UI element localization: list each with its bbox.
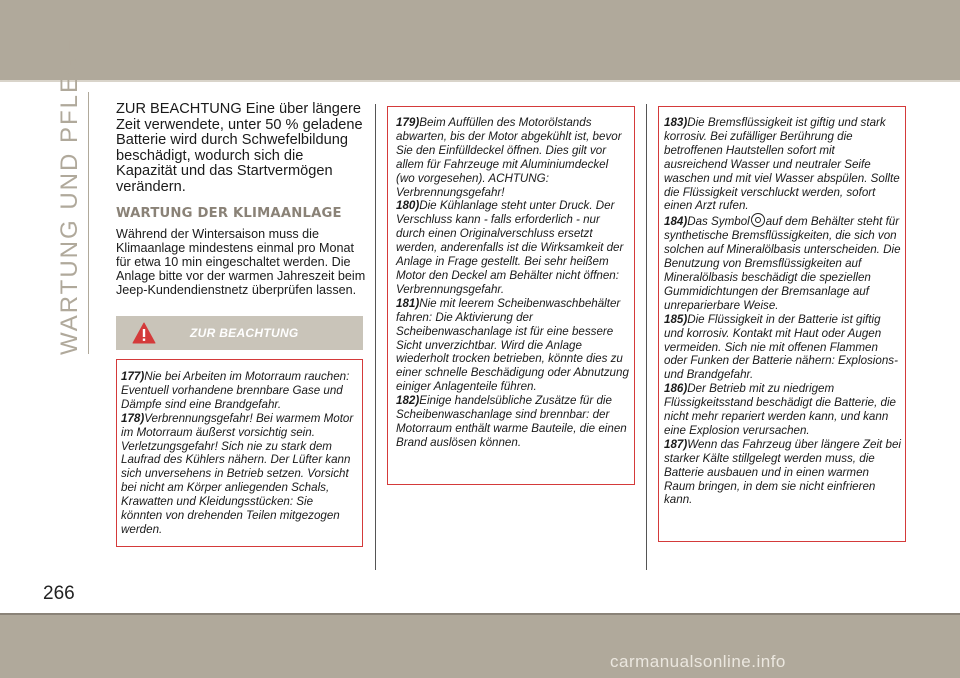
item-number: 182) xyxy=(396,394,420,408)
item-text: Das Symbol xyxy=(687,215,750,229)
warning-item xyxy=(121,412,357,537)
item-number: 185) xyxy=(664,312,688,326)
item-text: Nie mit leerem Scheibenwaschbehälter fahren: Die Aktivierung der Scheibenwaschanlage ist für eine bessere Sicht unverzichtbar. Wird die Anlage wiederholt trocken betrieben, könnte dies zu einer schnelle Beschädigung oder Abnutzung einiger Anlagenteile führen. xyxy=(396,296,629,394)
warning-item xyxy=(664,213,901,312)
item-text: Einige handelsübliche Zusätze für die Scheibenwaschanlage sind brennbar: der Motorraum enthält warme Bauteile, die einen Brand auslösen können. xyxy=(396,394,627,449)
chapter-title: WARTUNG UND PFLEGE xyxy=(56,36,83,355)
bottom-band xyxy=(0,613,960,678)
bottom-band-rule xyxy=(0,613,960,615)
item-text: Nie bei Arbeiten im Motorraum rauchen: Eventuell vorhandene brennbare Gase und Dämpfe sind eine Brandgefahr. xyxy=(121,370,350,411)
warning-item xyxy=(396,116,630,199)
warning-item xyxy=(664,116,901,213)
column-divider-2 xyxy=(646,104,647,570)
item-text: Wenn das Fahrzeug über längere Zeit bei starker Kälte stillgelegt werden muss, die Batterie ausbauen und in einen warmen Raum bringen, in dem sie nicht einfrieren kann. xyxy=(664,437,901,507)
warning-item xyxy=(664,438,901,508)
top-band xyxy=(0,0,960,80)
warning-header-label: ZUR BEACHTUNG xyxy=(190,326,299,340)
item-number: 179) xyxy=(396,116,420,129)
item-text: Die Flüssigkeit in der Batterie ist giftig und korrosiv. Kontakt mit Haut oder Augen vermeiden. Sich nie mit offenen Flammen oder Funken der Batterie nähern: Explosions- und Brandgefahr. xyxy=(664,312,898,382)
page-number: 266 xyxy=(43,583,75,604)
item-text: Die Kühlanlage steht unter Druck. Der Verschluss kann - falls erforderlich - nur durch einen Originalverschluss ersetzt werden, anderenfalls ist die Wirksamkeit der Anlage in Frage gestellt. Bei sehr heißem Motor den Deckel am Behälter nicht öffnen: Verbrennungsgefahr. xyxy=(396,199,624,296)
item-text: Beim Auffüllen des Motorölstands abwarten, bis der Motor abgekühlt ist, bevor Sie den Einfülldeckel öffnen. Dies gilt vor allem für Fahrzeuge mit Aluminiumdeckel (wo vorgesehen). ACHTUNG: Verbrennungsgefahr! xyxy=(396,116,622,199)
item-number: 187) xyxy=(664,437,688,451)
item-number: 180) xyxy=(396,199,420,213)
column-divider-1 xyxy=(375,104,376,570)
warning-triangle-icon xyxy=(132,322,156,344)
column-1 xyxy=(116,102,366,297)
warning-header xyxy=(116,316,363,350)
warning-item xyxy=(664,313,901,383)
intro-note: ZUR BEACHTUNG Eine über längere Zeit verwendete, unter 50 % geladene Batterie wird durch Schwefelbildung beschädigt, wodurch sich die Kapazität und das Startvermögen verändern. xyxy=(116,101,363,195)
item-number: 177) xyxy=(121,370,145,383)
warning-box-2 xyxy=(387,106,635,485)
item-text: Die Bremsflüssigkeit ist giftig und stark korrosiv. Bei zufälliger Berührung die betroffenen Hautstellen sofort mit ausreichend Wasser und neutraler Seife waschen und mit viel Wasser abspülen. Sollte die Flüssigkeit verschluckt werden, sofort einen Arzt rufen. xyxy=(664,116,900,213)
item-number: 178) xyxy=(121,411,145,425)
section-body: Während der Wintersaison muss die Klimaanlage mindestens einmal pro Monat für etwa 10 min eingeschaltet werden. Die Anlage bitte vor der warmen Jahreszeit beim Jeep-Kundendienstnetz überprüfen lassen. xyxy=(116,226,366,297)
warning-box-1 xyxy=(116,359,363,547)
warning-item xyxy=(396,199,630,296)
section-title: WARTUNG DER KLIMAANLAGE xyxy=(116,205,342,221)
warning-item xyxy=(396,394,630,450)
item-number: 183) xyxy=(664,116,688,129)
top-band-rule xyxy=(0,80,960,82)
warning-item xyxy=(664,382,901,438)
item-text: Verbrennungsgefahr! Bei warmem Motor im Motorraum äußerst vorsichtig sein. Verletzungsgefahr! Sich nie zu stark dem Laufrad des Kühlers nähern. Der Lüfter kann sich unversehens in Betrieb setzen. Vorsicht bei nicht am Körper anliegenden Schals, Krawatten und Kleidungsstücken: Sie könnten von drehenden Teilen mitgezogen werden. xyxy=(121,411,354,536)
side-divider xyxy=(88,92,89,354)
brake-fluid-symbol-icon xyxy=(751,213,765,227)
item-number: 186) xyxy=(664,382,688,396)
warning-item xyxy=(396,297,630,394)
warning-box-3 xyxy=(658,106,906,542)
warning-item xyxy=(121,370,357,412)
item-text: Der Betrieb mit zu niedrigem Flüssigkeitsstand beschädigt die Batterie, die nicht mehr repariert werden kann, und kann eine Explosion verursachen. xyxy=(664,382,897,437)
item-number: 184) xyxy=(664,215,688,229)
item-number: 181) xyxy=(396,296,420,310)
item-text: auf dem Behälter steht für synthetische Bremsflüssigkeiten, die sich von solchen auf Mineralölbasis unterscheiden. Die Benutzung von Bremsflüssigkeiten auf Mineralölbasis beschädigt die speziellen Gummidichtungen der Bremsanlage auf unreparierbare Weise. xyxy=(664,215,901,312)
watermark: carmanualsonline.info xyxy=(610,652,786,671)
